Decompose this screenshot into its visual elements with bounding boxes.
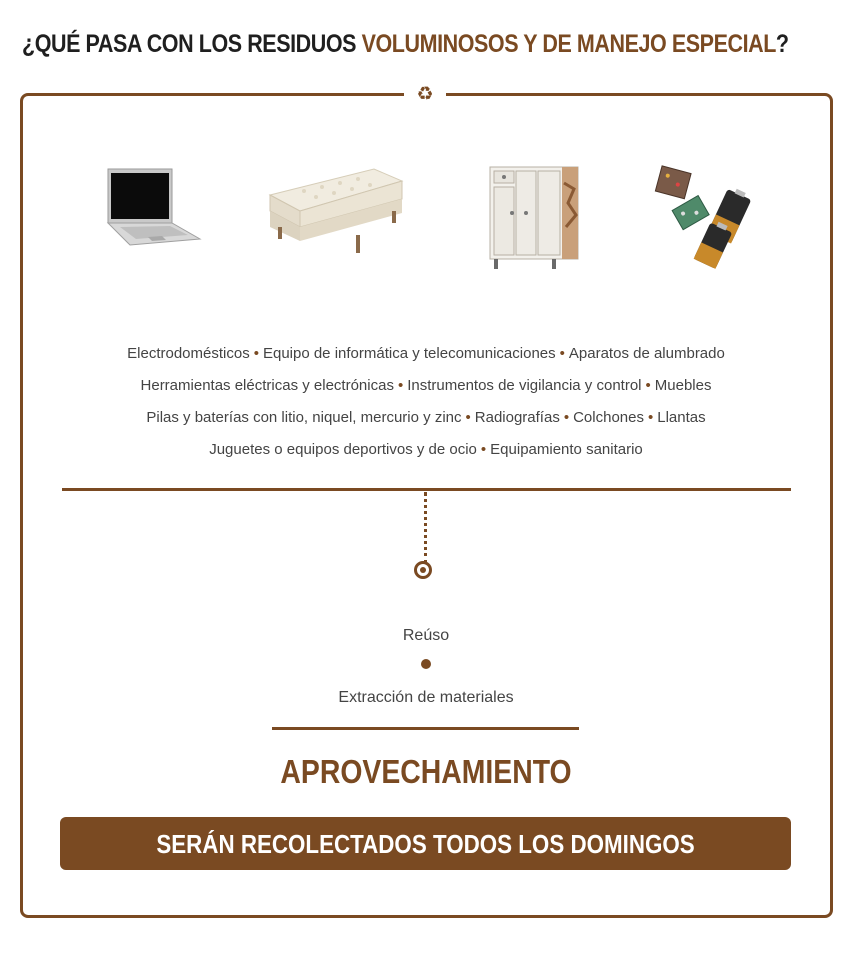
items-row (62, 338, 790, 370)
title-part-1: ¿QUÉ PASA CON LOS RESIDUOS (22, 30, 362, 58)
banner-text: SERÁN RECOLECTADOS TODOS LOS DOMINGOS (156, 829, 695, 859)
list-item: Electrodomésticos (127, 345, 250, 362)
list-item: Radiografías (474, 409, 560, 426)
separator: • (563, 409, 570, 426)
cabinet-image (486, 163, 584, 271)
recycle-icon: ♻ (416, 84, 434, 105)
list-item: Colchones (573, 409, 644, 426)
waste-items-list (62, 338, 790, 466)
result-heading: APROVECHAMIENTO (280, 753, 572, 790)
list-item: Herramientas eléctricas y electrónicas (140, 377, 394, 394)
items-row (62, 370, 790, 402)
separator: • (397, 377, 404, 394)
mattress-image (264, 165, 406, 263)
separator: • (465, 409, 471, 426)
separator: • (253, 345, 259, 362)
items-row (62, 402, 790, 434)
batteries-image (652, 163, 762, 269)
list-item: Instrumentos de vigilancia y control (407, 377, 642, 394)
step-bullet (421, 659, 431, 669)
items-row (62, 434, 790, 466)
title-accent: VOLUMINOSOS Y DE MANEJO ESPECIAL (361, 30, 776, 58)
laptop-image (100, 165, 205, 250)
section-divider (62, 488, 791, 491)
list-item: Equipamiento sanitario (490, 441, 643, 458)
list-item: Equipo de informática y telecomunicaciones (262, 345, 556, 362)
result-divider (272, 727, 579, 730)
title-part-2: ? (775, 30, 789, 58)
collection-banner (60, 817, 791, 870)
separator: • (647, 409, 654, 426)
separator: • (645, 377, 651, 394)
list-item: Aparatos de alumbrado (568, 345, 725, 362)
page-title (22, 30, 789, 59)
list-item: Muebles (654, 377, 712, 394)
list-item: Juguetes o equipos deportivos y de ocio (209, 441, 477, 458)
list-item: Pilas y baterías con litio, niquel, mercurio y zinc (146, 409, 462, 426)
flow-connector (424, 492, 427, 564)
list-item: Llantas (657, 409, 706, 426)
step-extraction: Extracción de materiales (338, 689, 514, 706)
step-reuse: Reúso (402, 627, 450, 644)
flow-node-icon (414, 561, 432, 579)
separator: • (559, 345, 565, 362)
separator: • (480, 441, 487, 458)
